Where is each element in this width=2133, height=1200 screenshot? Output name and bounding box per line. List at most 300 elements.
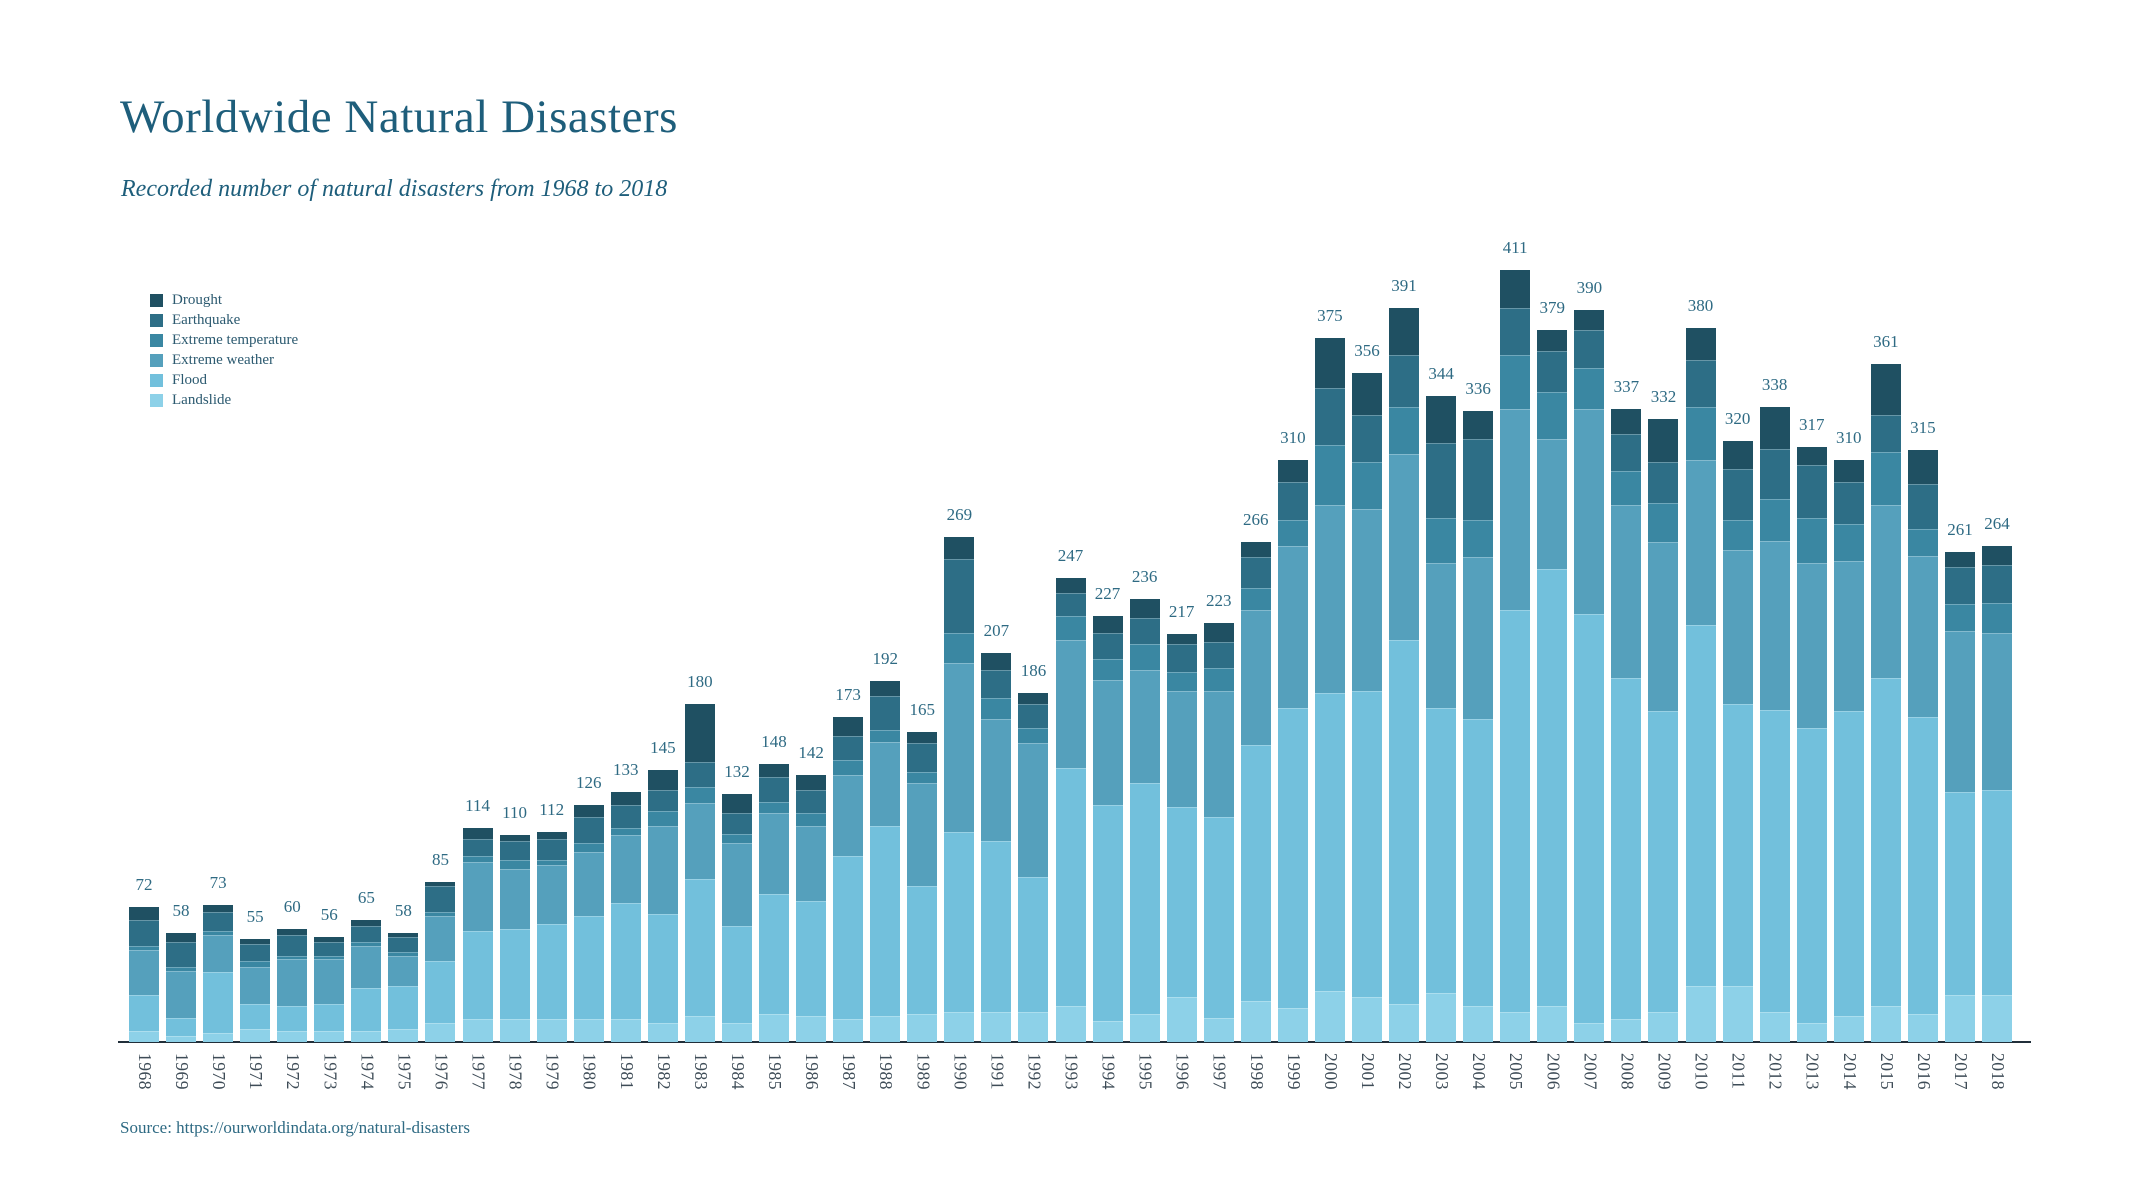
bar-2018-drought[interactable] — [1982, 546, 2012, 565]
bar-1996-drought[interactable] — [1167, 634, 1197, 643]
bar-2017-earthquake[interactable] — [1945, 567, 1975, 605]
bar-2010-landslide[interactable] — [1686, 986, 1716, 1042]
bar-1988-drought[interactable] — [870, 681, 900, 696]
bar-2006-landslide[interactable] — [1537, 1006, 1567, 1042]
bar-1983-extreme-weather[interactable] — [685, 803, 715, 878]
bar-2003-extreme-weather[interactable] — [1426, 563, 1456, 708]
bar-2002-extreme-weather[interactable] — [1389, 454, 1419, 640]
bar-1989-extreme-weather[interactable] — [907, 783, 937, 886]
bar-2014-extreme-temperature[interactable] — [1834, 524, 1864, 562]
bar-1977-landslide[interactable] — [463, 1019, 493, 1042]
bar-2004-flood[interactable] — [1463, 719, 1493, 1006]
bar-1982-landslide[interactable] — [648, 1023, 678, 1042]
bar-1981-flood[interactable] — [611, 903, 641, 1019]
bar-2002-drought[interactable] — [1389, 308, 1419, 355]
bar-2008[interactable] — [1611, 409, 1641, 1042]
bar-1973-earthquake[interactable] — [314, 942, 344, 955]
bar-1982-drought[interactable] — [648, 770, 678, 791]
bar-1978-extreme-temperature[interactable] — [500, 860, 530, 869]
bar-1980-extreme-weather[interactable] — [574, 852, 604, 916]
bar-1985-extreme-temperature[interactable] — [759, 802, 789, 813]
bar-1992-flood[interactable] — [1018, 877, 1048, 1012]
bar-1985-landslide[interactable] — [759, 1014, 789, 1042]
bar-1999[interactable] — [1278, 460, 1308, 1042]
bar-1983-extreme-temperature[interactable] — [685, 787, 715, 804]
bar-2001-flood[interactable] — [1352, 691, 1382, 997]
bar-2007-extreme-weather[interactable] — [1574, 409, 1604, 614]
bar-1972[interactable] — [277, 929, 307, 1042]
bar-2017-extreme-temperature[interactable] — [1945, 604, 1975, 630]
bar-1991-extreme-weather[interactable] — [981, 719, 1011, 841]
bar-1975-earthquake[interactable] — [388, 937, 418, 952]
bar-1996-earthquake[interactable] — [1167, 644, 1197, 672]
bar-1978-landslide[interactable] — [500, 1019, 530, 1042]
bar-1995-flood[interactable] — [1130, 783, 1160, 1014]
bar-1984[interactable] — [722, 794, 752, 1042]
bar-1978-earthquake[interactable] — [500, 841, 530, 860]
bar-1976-landslide[interactable] — [425, 1023, 455, 1042]
bar-1999-extreme-weather[interactable] — [1278, 546, 1308, 708]
bar-1998-extreme-temperature[interactable] — [1241, 588, 1271, 611]
bar-2018-extreme-temperature[interactable] — [1982, 603, 2012, 633]
bar-1988[interactable] — [870, 681, 900, 1042]
bar-1995[interactable] — [1130, 599, 1160, 1042]
bar-1998-extreme-weather[interactable] — [1241, 610, 1271, 745]
bar-1975-flood[interactable] — [388, 986, 418, 1029]
bar-2012-extreme-temperature[interactable] — [1760, 499, 1790, 540]
bar-2005-extreme-weather[interactable] — [1500, 409, 1530, 610]
bar-2011-extreme-temperature[interactable] — [1723, 520, 1753, 550]
bar-1975-extreme-weather[interactable] — [388, 956, 418, 986]
bar-2000[interactable] — [1315, 338, 1345, 1042]
bar-1998[interactable] — [1241, 542, 1271, 1042]
bar-1971-earthquake[interactable] — [240, 944, 270, 961]
bar-2003-drought[interactable] — [1426, 396, 1456, 443]
bar-2002-landslide[interactable] — [1389, 1004, 1419, 1042]
bar-1987-earthquake[interactable] — [833, 736, 863, 760]
bar-1973-landslide[interactable] — [314, 1031, 344, 1042]
bar-1984-drought[interactable] — [722, 794, 752, 813]
bar-2001-extreme-weather[interactable] — [1352, 509, 1382, 691]
bar-1971-landslide[interactable] — [240, 1029, 270, 1042]
bar-1973-flood[interactable] — [314, 1004, 344, 1030]
bar-2006-extreme-weather[interactable] — [1537, 439, 1567, 569]
bar-1997-extreme-temperature[interactable] — [1204, 668, 1234, 691]
bar-2017-extreme-weather[interactable] — [1945, 631, 1975, 793]
bar-1988-flood[interactable] — [870, 826, 900, 1016]
bar-2018-earthquake[interactable] — [1982, 565, 2012, 603]
bar-2000-extreme-temperature[interactable] — [1315, 445, 1345, 505]
bar-2012-extreme-weather[interactable] — [1760, 541, 1790, 710]
bar-2009-extreme-temperature[interactable] — [1648, 503, 1678, 542]
legend-item-flood[interactable] — [150, 374, 298, 387]
bar-1978-extreme-weather[interactable] — [500, 869, 530, 929]
bar-2013-earthquake[interactable] — [1797, 465, 1827, 518]
bar-1990[interactable] — [944, 537, 974, 1042]
bar-2015-extreme-temperature[interactable] — [1871, 452, 1901, 505]
bar-1971[interactable] — [240, 939, 270, 1042]
bar-2013[interactable] — [1797, 447, 1827, 1042]
bar-1985-earthquake[interactable] — [759, 777, 789, 801]
bar-2008-flood[interactable] — [1611, 678, 1641, 1020]
bar-1980-earthquake[interactable] — [574, 817, 604, 843]
bar-1970-landslide[interactable] — [203, 1033, 233, 1042]
bar-2011-extreme-weather[interactable] — [1723, 550, 1753, 704]
bar-1969-drought[interactable] — [166, 933, 196, 942]
bar-2014-earthquake[interactable] — [1834, 482, 1864, 523]
bar-1983[interactable] — [685, 704, 715, 1042]
bar-1989-landslide[interactable] — [907, 1014, 937, 1042]
bar-1982[interactable] — [648, 770, 678, 1042]
bar-1968-flood[interactable] — [129, 995, 159, 1031]
bar-2001-earthquake[interactable] — [1352, 415, 1382, 462]
bar-2008-earthquake[interactable] — [1611, 434, 1641, 472]
bar-1990-extreme-weather[interactable] — [944, 663, 974, 832]
bar-1983-landslide[interactable] — [685, 1016, 715, 1042]
bar-1991-flood[interactable] — [981, 841, 1011, 1012]
bar-1991-landslide[interactable] — [981, 1012, 1011, 1042]
bar-2013-extreme-temperature[interactable] — [1797, 518, 1827, 563]
bar-2008-drought[interactable] — [1611, 409, 1641, 433]
bar-1988-extreme-temperature[interactable] — [870, 730, 900, 741]
bar-1981-earthquake[interactable] — [611, 805, 641, 828]
bar-2004-earthquake[interactable] — [1463, 439, 1493, 520]
bar-2014-drought[interactable] — [1834, 460, 1864, 483]
bar-1999-landslide[interactable] — [1278, 1008, 1308, 1042]
bar-2008-landslide[interactable] — [1611, 1019, 1641, 1042]
bar-1988-extreme-weather[interactable] — [870, 742, 900, 827]
bar-2003[interactable] — [1426, 396, 1456, 1042]
bar-1984-flood[interactable] — [722, 926, 752, 1024]
bar-1997-earthquake[interactable] — [1204, 642, 1234, 668]
bar-2009-drought[interactable] — [1648, 419, 1678, 462]
bar-1986-landslide[interactable] — [796, 1016, 826, 1042]
bar-1992-extreme-weather[interactable] — [1018, 743, 1048, 876]
bar-1992-earthquake[interactable] — [1018, 704, 1048, 728]
bar-1994-drought[interactable] — [1093, 616, 1123, 633]
bar-1977-extreme-weather[interactable] — [463, 862, 493, 931]
bar-1973-extreme-weather[interactable] — [314, 959, 344, 1004]
bar-1990-drought[interactable] — [944, 537, 974, 560]
bar-2009-earthquake[interactable] — [1648, 462, 1678, 503]
bar-1993-extreme-temperature[interactable] — [1056, 616, 1086, 640]
bar-1997-flood[interactable] — [1204, 817, 1234, 1018]
bar-1984-landslide[interactable] — [722, 1023, 752, 1042]
bar-1981[interactable] — [611, 792, 641, 1042]
bar-1990-flood[interactable] — [944, 832, 974, 1012]
bar-1980-flood[interactable] — [574, 916, 604, 1019]
bar-2012-earthquake[interactable] — [1760, 449, 1790, 500]
bar-2004[interactable] — [1463, 411, 1493, 1042]
bar-2017-drought[interactable] — [1945, 552, 1975, 567]
bar-2007[interactable] — [1574, 310, 1604, 1042]
bar-1993[interactable] — [1056, 578, 1086, 1042]
bar-2010-flood[interactable] — [1686, 625, 1716, 986]
bar-1974-extreme-weather[interactable] — [351, 946, 381, 987]
legend-item-landslide[interactable] — [150, 394, 298, 407]
bar-2009[interactable] — [1648, 419, 1678, 1042]
bar-2010-earthquake[interactable] — [1686, 360, 1716, 407]
bar-1986-extreme-weather[interactable] — [796, 826, 826, 901]
bar-2001-extreme-temperature[interactable] — [1352, 462, 1382, 509]
bar-1979[interactable] — [537, 832, 567, 1042]
bar-1992[interactable] — [1018, 693, 1048, 1042]
bar-2009-landslide[interactable] — [1648, 1012, 1678, 1042]
bar-1974-earthquake[interactable] — [351, 926, 381, 943]
bar-2011[interactable] — [1723, 441, 1753, 1042]
bar-1992-drought[interactable] — [1018, 693, 1048, 704]
bar-1994-extreme-weather[interactable] — [1093, 680, 1123, 806]
bar-2014-landslide[interactable] — [1834, 1016, 1864, 1042]
bar-2016-drought[interactable] — [1908, 450, 1938, 484]
bar-1995-extreme-weather[interactable] — [1130, 670, 1160, 783]
bar-1989-flood[interactable] — [907, 886, 937, 1014]
bar-2000-landslide[interactable] — [1315, 991, 1345, 1042]
bar-1969-extreme-weather[interactable] — [166, 971, 196, 1018]
bar-1987-extreme-weather[interactable] — [833, 775, 863, 856]
bar-1997[interactable] — [1204, 623, 1234, 1042]
bar-2010[interactable] — [1686, 328, 1716, 1042]
bar-2000-extreme-weather[interactable] — [1315, 505, 1345, 693]
bar-2008-extreme-temperature[interactable] — [1611, 471, 1641, 505]
bar-1980-drought[interactable] — [574, 805, 604, 816]
bar-1977[interactable] — [463, 828, 493, 1042]
bar-2003-extreme-temperature[interactable] — [1426, 518, 1456, 563]
bar-2014-extreme-weather[interactable] — [1834, 561, 1864, 711]
bar-1971-flood[interactable] — [240, 1004, 270, 1028]
bar-2006-drought[interactable] — [1537, 330, 1567, 351]
bar-1999-drought[interactable] — [1278, 460, 1308, 483]
bar-1968-extreme-weather[interactable] — [129, 950, 159, 995]
bar-2003-earthquake[interactable] — [1426, 443, 1456, 518]
bar-2003-landslide[interactable] — [1426, 993, 1456, 1042]
bar-1984-extreme-temperature[interactable] — [722, 834, 752, 843]
bar-1998-landslide[interactable] — [1241, 1001, 1271, 1042]
bar-1969-earthquake[interactable] — [166, 942, 196, 966]
bar-2006[interactable] — [1537, 330, 1567, 1042]
bar-1977-flood[interactable] — [463, 931, 493, 1019]
bar-1986-drought[interactable] — [796, 775, 826, 790]
bar-2004-extreme-temperature[interactable] — [1463, 520, 1493, 558]
bar-2016-landslide[interactable] — [1908, 1014, 1938, 1042]
bar-1973[interactable] — [314, 937, 344, 1042]
bar-1979-landslide[interactable] — [537, 1019, 567, 1042]
bar-2018-landslide[interactable] — [1982, 995, 2012, 1042]
bar-1979-drought[interactable] — [537, 832, 567, 840]
bar-1982-flood[interactable] — [648, 914, 678, 1023]
bar-1986-flood[interactable] — [796, 901, 826, 1016]
bar-1994[interactable] — [1093, 616, 1123, 1042]
bar-1996-extreme-weather[interactable] — [1167, 691, 1197, 807]
bar-2005-extreme-temperature[interactable] — [1500, 355, 1530, 409]
bar-2009-flood[interactable] — [1648, 711, 1678, 1011]
bar-1987-flood[interactable] — [833, 856, 863, 1019]
bar-2013-flood[interactable] — [1797, 728, 1827, 1023]
bar-2005[interactable] — [1500, 270, 1530, 1042]
bar-1972-flood[interactable] — [277, 1006, 307, 1030]
bar-1994-earthquake[interactable] — [1093, 633, 1123, 659]
bar-1998-drought[interactable] — [1241, 542, 1271, 557]
bar-1970-flood[interactable] — [203, 972, 233, 1032]
bar-1975[interactable] — [388, 933, 418, 1042]
bar-1980-extreme-temperature[interactable] — [574, 843, 604, 852]
bar-1986[interactable] — [796, 775, 826, 1042]
bar-1981-extreme-temperature[interactable] — [611, 828, 641, 836]
bar-2013-extreme-weather[interactable] — [1797, 563, 1827, 728]
bar-1972-extreme-weather[interactable] — [277, 959, 307, 1006]
bar-2016-flood[interactable] — [1908, 717, 1938, 1014]
bar-2014[interactable] — [1834, 460, 1864, 1042]
bar-1982-earthquake[interactable] — [648, 790, 678, 811]
bar-1978-flood[interactable] — [500, 929, 530, 1019]
bar-2016-extreme-weather[interactable] — [1908, 556, 1938, 718]
bar-1976-earthquake[interactable] — [425, 886, 455, 912]
bar-1979-flood[interactable] — [537, 924, 567, 1020]
bar-1995-landslide[interactable] — [1130, 1014, 1160, 1042]
bar-1969[interactable] — [166, 933, 196, 1042]
bar-2011-flood[interactable] — [1723, 704, 1753, 986]
bar-2002[interactable] — [1389, 308, 1419, 1042]
bar-1996-flood[interactable] — [1167, 807, 1197, 997]
bar-1998-earthquake[interactable] — [1241, 557, 1271, 587]
bar-1981-drought[interactable] — [611, 792, 641, 805]
legend-item-extreme-weather[interactable] — [150, 354, 298, 367]
bar-1974-flood[interactable] — [351, 988, 381, 1031]
bar-2015-flood[interactable] — [1871, 678, 1901, 1007]
bar-1972-landslide[interactable] — [277, 1031, 307, 1042]
bar-2015-landslide[interactable] — [1871, 1006, 1901, 1042]
bar-2007-drought[interactable] — [1574, 310, 1604, 331]
bar-2017-landslide[interactable] — [1945, 995, 1975, 1042]
bar-2007-flood[interactable] — [1574, 614, 1604, 1023]
bar-2014-flood[interactable] — [1834, 711, 1864, 1015]
bar-2006-extreme-temperature[interactable] — [1537, 392, 1567, 439]
bar-1987-landslide[interactable] — [833, 1019, 863, 1042]
bar-1994-flood[interactable] — [1093, 805, 1123, 1021]
bar-1989-drought[interactable] — [907, 732, 937, 743]
bar-1984-earthquake[interactable] — [722, 813, 752, 834]
bar-1994-landslide[interactable] — [1093, 1021, 1123, 1042]
bar-1998-flood[interactable] — [1241, 745, 1271, 1000]
bar-1989[interactable] — [907, 732, 937, 1042]
bar-1997-extreme-weather[interactable] — [1204, 691, 1234, 817]
bar-1970-extreme-weather[interactable] — [203, 935, 233, 973]
bar-2015[interactable] — [1871, 364, 1901, 1042]
bar-1981-landslide[interactable] — [611, 1019, 641, 1042]
bar-1968-landslide[interactable] — [129, 1031, 159, 1042]
bar-1981-extreme-weather[interactable] — [611, 835, 641, 903]
bar-1975-landslide[interactable] — [388, 1029, 418, 1042]
bar-1999-earthquake[interactable] — [1278, 482, 1308, 520]
bar-2000-flood[interactable] — [1315, 693, 1345, 992]
bar-1980-landslide[interactable] — [574, 1019, 604, 1042]
bar-1993-landslide[interactable] — [1056, 1006, 1086, 1042]
bar-2010-drought[interactable] — [1686, 328, 1716, 360]
bar-1983-flood[interactable] — [685, 879, 715, 1016]
bar-1982-extreme-weather[interactable] — [648, 826, 678, 914]
bar-1972-earthquake[interactable] — [277, 935, 307, 956]
bar-1985[interactable] — [759, 764, 789, 1042]
bar-2004-drought[interactable] — [1463, 411, 1493, 439]
bar-1987-extreme-temperature[interactable] — [833, 760, 863, 775]
bar-1988-landslide[interactable] — [870, 1016, 900, 1042]
bar-1974[interactable] — [351, 920, 381, 1042]
bar-1985-extreme-weather[interactable] — [759, 813, 789, 894]
bar-2018-flood[interactable] — [1982, 790, 2012, 995]
bar-2018[interactable] — [1982, 546, 2012, 1042]
bar-1997-landslide[interactable] — [1204, 1018, 1234, 1042]
legend-item-extreme-temperature[interactable] — [150, 334, 298, 347]
bar-2011-earthquake[interactable] — [1723, 469, 1753, 520]
bar-2017-flood[interactable] — [1945, 792, 1975, 995]
bar-1991[interactable] — [981, 653, 1011, 1042]
bar-2001[interactable] — [1352, 373, 1382, 1042]
bar-1999-extreme-temperature[interactable] — [1278, 520, 1308, 546]
legend-item-earthquake[interactable] — [150, 314, 298, 327]
bar-1986-earthquake[interactable] — [796, 790, 826, 813]
bar-2006-flood[interactable] — [1537, 569, 1567, 1007]
bar-1989-extreme-temperature[interactable] — [907, 772, 937, 783]
bar-1992-extreme-temperature[interactable] — [1018, 728, 1048, 743]
bar-2008-extreme-weather[interactable] — [1611, 505, 1641, 678]
bar-2006-earthquake[interactable] — [1537, 351, 1567, 392]
bar-1968[interactable] — [129, 907, 159, 1042]
bar-1995-extreme-temperature[interactable] — [1130, 644, 1160, 670]
bar-1999-flood[interactable] — [1278, 708, 1308, 1008]
bar-1993-extreme-weather[interactable] — [1056, 640, 1086, 768]
bar-2009-extreme-weather[interactable] — [1648, 542, 1678, 711]
bar-1996-landslide[interactable] — [1167, 997, 1197, 1042]
bar-1992-landslide[interactable] — [1018, 1012, 1048, 1042]
bar-2012[interactable] — [1760, 407, 1790, 1042]
bar-1984-extreme-weather[interactable] — [722, 843, 752, 926]
bar-1989-earthquake[interactable] — [907, 743, 937, 771]
bar-2012-flood[interactable] — [1760, 710, 1790, 1012]
bar-1980[interactable] — [574, 805, 604, 1042]
bar-2011-drought[interactable] — [1723, 441, 1753, 469]
bar-2007-earthquake[interactable] — [1574, 330, 1604, 368]
bar-1977-earthquake[interactable] — [463, 839, 493, 856]
bar-2001-drought[interactable] — [1352, 373, 1382, 414]
bar-2005-landslide[interactable] — [1500, 1012, 1530, 1042]
bar-1976-flood[interactable] — [425, 961, 455, 1023]
bar-1971-extreme-weather[interactable] — [240, 967, 270, 1005]
bar-2018-extreme-weather[interactable] — [1982, 633, 2012, 791]
bar-1968-earthquake[interactable] — [129, 920, 159, 946]
bar-1977-drought[interactable] — [463, 828, 493, 839]
bar-1991-extreme-temperature[interactable] — [981, 698, 1011, 719]
bar-1969-landslide[interactable] — [166, 1036, 196, 1042]
bar-1979-earthquake[interactable] — [537, 839, 567, 860]
bar-2002-extreme-temperature[interactable] — [1389, 407, 1419, 454]
bar-1986-extreme-temperature[interactable] — [796, 813, 826, 826]
bar-2005-flood[interactable] — [1500, 610, 1530, 1012]
bar-2015-extreme-weather[interactable] — [1871, 505, 1901, 678]
bar-1996-extreme-temperature[interactable] — [1167, 672, 1197, 691]
bar-2012-landslide[interactable] — [1760, 1012, 1790, 1042]
bar-2001-landslide[interactable] — [1352, 997, 1382, 1042]
bar-2015-drought[interactable] — [1871, 364, 1901, 415]
bar-1996[interactable] — [1167, 634, 1197, 1042]
bar-1976[interactable] — [425, 882, 455, 1042]
bar-1993-flood[interactable] — [1056, 768, 1086, 1007]
bar-1987-drought[interactable] — [833, 717, 863, 736]
bar-1997-drought[interactable] — [1204, 623, 1234, 642]
bar-2004-landslide[interactable] — [1463, 1006, 1493, 1042]
bar-1978[interactable] — [500, 835, 530, 1042]
bar-2003-flood[interactable] — [1426, 708, 1456, 993]
bar-1987[interactable] — [833, 717, 863, 1042]
